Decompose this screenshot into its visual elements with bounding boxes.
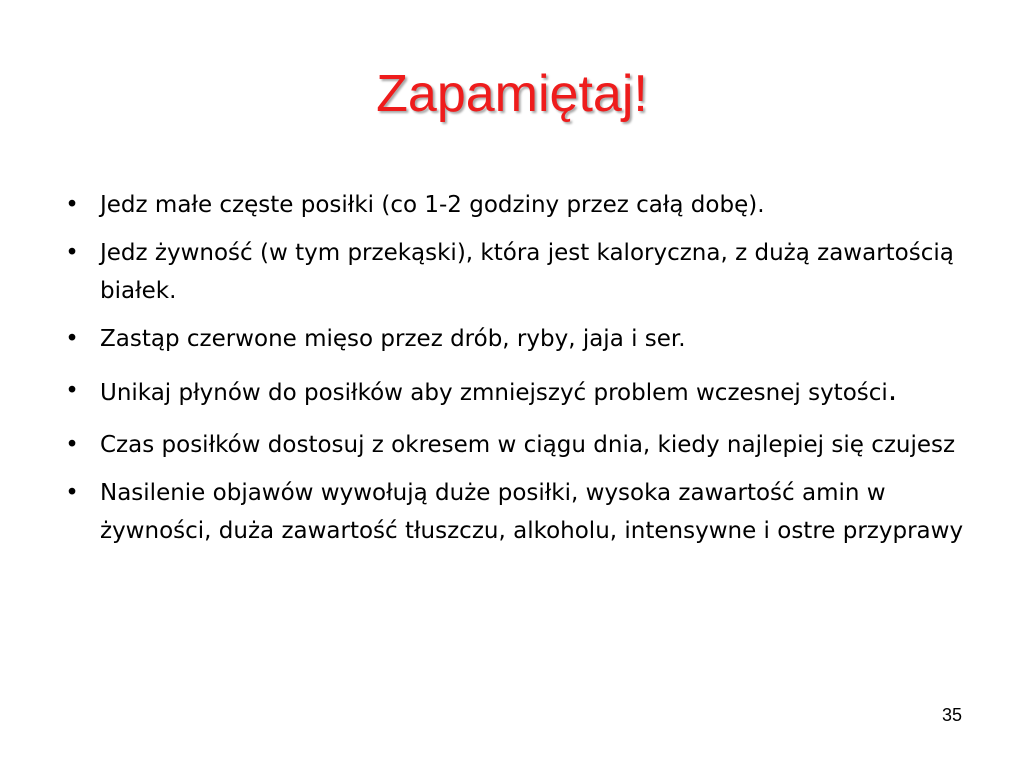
bullet-dot-icon: • — [65, 378, 79, 404]
list-item-text: Zastąp czerwone mięso przez drób, ryby, jaja i ser. — [100, 326, 686, 352]
list-item — [62, 426, 1002, 464]
bullet-dot-icon: • — [65, 326, 79, 352]
bullet-list — [62, 186, 1002, 560]
slide-title: Zapamiętaj! — [376, 65, 648, 123]
bullet-dot-icon: • — [65, 192, 79, 218]
list-item-text: Nasilenie objawów wywołują duże posiłki, wysoka zawartość amin w żywności, duża zawartość tłuszczu, alkoholu, intensywne i ostre przyprawy — [100, 480, 964, 544]
bullet-dot-icon: • — [65, 240, 79, 266]
list-item — [62, 186, 1002, 224]
list-item — [62, 320, 1002, 358]
list-item — [62, 234, 1002, 310]
bullet-dot-icon: • — [65, 432, 79, 458]
list-item-text: Unikaj płynów do posiłków aby zmniejszyć problem wczesnej sytości — [100, 380, 888, 406]
list-item-period: . — [887, 373, 898, 408]
list-item-text: Jedz małe częste posiłki (co 1-2 godziny przez całą dobę). — [100, 192, 765, 218]
list-item — [62, 474, 1002, 550]
list-item — [62, 368, 1002, 416]
page-number: 35 — [941, 705, 962, 725]
bullet-dot-icon: • — [65, 480, 79, 506]
list-item-text: Jedz żywność (w tym przekąski), która jest kaloryczna, z dużą zawartością białek. — [100, 240, 954, 304]
list-item-text: Czas posiłków dostosuj z okresem w ciągu dnia, kiedy najlepiej się czujesz — [100, 432, 956, 458]
